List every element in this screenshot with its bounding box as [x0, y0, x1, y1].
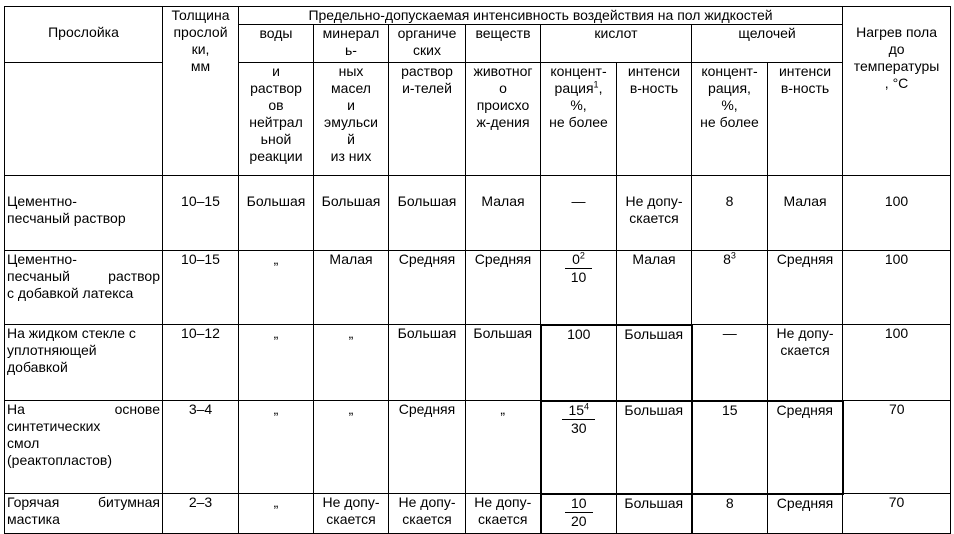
footnote-mark: 4: [584, 400, 590, 411]
cell-alk-int: [768, 325, 843, 401]
cell-thickness: 10–15: [163, 176, 239, 251]
cell-mineral-line: Не допу-: [322, 494, 380, 510]
fraction-numerator: 10: [565, 495, 593, 513]
cell-alk-conc: 8: [692, 176, 768, 251]
header-group-title: Предельно-допускаемая интенсивность воздействия на пол жидкостей: [239, 7, 843, 25]
header-acid-int-line: в-ность: [629, 80, 679, 96]
header-water-line: и: [272, 63, 280, 79]
cell-layer-line: мастика: [7, 511, 60, 527]
header-mineral-line: из них: [330, 148, 372, 164]
fraction-numerator: [562, 402, 595, 420]
cell-mineral: [314, 494, 389, 534]
cell-organic: [389, 494, 466, 534]
header-water-line: ов: [268, 97, 284, 113]
cell-layer-line: На жидком стекле с: [7, 325, 136, 341]
cell-animal: Малая: [466, 176, 541, 251]
cell-animal: „: [466, 401, 541, 494]
cell-thickness: 3–4: [163, 401, 239, 494]
table-row: [5, 325, 951, 401]
cell-layer-line: Цементно-: [7, 193, 77, 209]
cell-animal: [466, 494, 541, 534]
cell-animal-line: скается: [478, 511, 528, 527]
cell-layer: [5, 494, 163, 534]
header-water-line: ьной: [260, 131, 292, 147]
floor-layer-table: [4, 6, 951, 534]
header-thickness: [163, 7, 239, 176]
cell-water: „: [239, 325, 314, 401]
header-alk-int-line: интенси: [778, 63, 832, 79]
header-water-top: [239, 25, 314, 63]
header-heat-line: до: [888, 41, 905, 57]
header-acid-conc: [541, 63, 617, 176]
header-water-line: воды: [259, 25, 293, 41]
cell-layer-line: песчаный раствор: [7, 268, 160, 284]
cell-heat: 100: [843, 325, 951, 401]
table-row: [5, 176, 951, 251]
fraction-denominator: 30: [570, 419, 587, 436]
cell-layer: [5, 401, 163, 494]
header-alk-conc-line: %,: [721, 97, 738, 113]
cell-alk-int: Средняя: [768, 251, 843, 325]
cell-alk-int-line: Не допу-: [776, 325, 834, 341]
header-mineral-line: масел: [331, 80, 371, 96]
header-acid-int: [617, 63, 692, 176]
numerator-value: 15: [568, 401, 585, 418]
cell-animal: Большая: [466, 325, 541, 401]
cell-acid-int: Большая: [617, 325, 692, 401]
cell-layer: [5, 251, 163, 325]
header-animal-line: о: [499, 80, 507, 96]
header-mineral-line: эмульси: [324, 114, 378, 130]
cell-alk-conc: 15: [692, 401, 768, 494]
cell-alk-conc: 8: [692, 494, 768, 534]
cell-mineral-line: скается: [326, 511, 376, 527]
header-animal-line: происхо: [476, 97, 530, 113]
header-thickness-line: ки,: [191, 41, 210, 57]
header-alk-int-line: в-ность: [780, 80, 830, 96]
cell-alk-int: Средняя: [768, 494, 843, 534]
fraction-denominator: 20: [570, 512, 587, 529]
numerator-value: 0: [572, 251, 580, 267]
table-row: [5, 401, 951, 494]
header-organic-bottom: [389, 63, 466, 176]
cell-thickness: 10–15: [163, 251, 239, 325]
fraction: [565, 251, 593, 286]
table-row: [5, 251, 951, 325]
cell-alk-conc: —: [692, 325, 768, 401]
cell-acid-int: Большая: [617, 494, 692, 534]
cell-mineral: Малая: [314, 251, 389, 325]
header-animal-line: веществ: [475, 25, 531, 41]
header-acid-conc-line: рация$^1$,: [554, 79, 603, 96]
cell-layer-line: Цементно-: [7, 251, 77, 267]
cell-acid-conc: 100: [541, 325, 617, 401]
header-mineral-line: и: [347, 97, 355, 113]
cell-alk-int-line: скается: [780, 342, 830, 358]
header-layer-blank: [5, 63, 163, 176]
header-heat-line: Нагрев пола: [856, 24, 937, 40]
header-animal-bottom: [466, 63, 541, 176]
header-heat-line: температуры: [853, 58, 940, 74]
cell-acid-conc: [541, 401, 617, 494]
cell-acid-conc: —: [541, 176, 617, 251]
fraction-numerator: [565, 251, 593, 269]
cell-layer-line: уплотняющей: [7, 342, 97, 358]
header-mineral-line: ных: [338, 63, 364, 79]
header-organic-line: раствор: [401, 63, 453, 79]
header-acid-conc-line: не более: [549, 114, 608, 130]
cell-animal-line: Не допу-: [474, 494, 532, 510]
header-alkali: щелочей: [692, 25, 843, 63]
table-row: [5, 494, 951, 534]
header-water-line: реакции: [249, 148, 303, 164]
cell-acid-conc: [541, 494, 617, 534]
cell-organic: Средняя: [389, 401, 466, 494]
cell-organic-line: скается: [402, 511, 452, 527]
fraction: [562, 402, 595, 437]
cell-layer-line: На основе: [7, 401, 160, 417]
cell-layer-line: Горячая битумная: [7, 494, 160, 510]
cell-animal: Средняя: [466, 251, 541, 325]
header-organic-top: [389, 25, 466, 63]
cell-layer-line: добавкой: [7, 359, 68, 375]
cell-layer: [5, 176, 163, 251]
header-alk-conc-line: концент-: [701, 63, 758, 79]
cell-organic: Большая: [389, 325, 466, 401]
document-page: [4, 6, 950, 534]
header-alk-conc-line: не более: [700, 114, 759, 130]
header-acid-conc-line: концент-: [550, 63, 607, 79]
cell-heat: 70: [843, 494, 951, 534]
header-acid-conc-line: %,: [570, 97, 587, 113]
header-thickness-line: мм: [190, 58, 211, 74]
footnote-mark: 1: [593, 79, 599, 90]
cell-heat: 100: [843, 251, 951, 325]
header-organic-line: и-телей: [402, 80, 452, 96]
cell-organic-line: Не допу-: [398, 494, 456, 510]
cell-water: „: [239, 401, 314, 494]
cell-organic: Средняя: [389, 251, 466, 325]
header-water-line: нейтрал: [249, 114, 303, 130]
cell-layer-line: песчаный раствор: [7, 210, 126, 226]
header-organic-line: органиче: [397, 25, 457, 41]
cell-heat: 70: [843, 401, 951, 494]
footnote-mark: 2: [579, 250, 585, 261]
fraction: [565, 495, 593, 530]
cell-thickness: 10–12: [163, 325, 239, 401]
cell-layer-line: смол: [7, 435, 40, 451]
cell-acid-int: [617, 176, 692, 251]
header-animal-line: ж-дения: [476, 114, 530, 130]
header-mineral-line: ь-: [345, 42, 357, 58]
cell-layer-line: (реактопластов): [7, 452, 113, 468]
cell-mineral: „: [314, 325, 389, 401]
header-mineral-bottom: [314, 63, 389, 176]
header-mineral-line: минерал: [322, 25, 380, 41]
cell-mineral: Большая: [314, 176, 389, 251]
header-layer: [5, 7, 163, 63]
footnote-mark: 3: [730, 250, 736, 261]
cell-acid-int: Большая: [617, 401, 692, 494]
cell-acid-int-line: Не допу-: [625, 193, 683, 209]
cell-layer-line: синтетических: [7, 418, 101, 434]
header-alk-int: [768, 63, 843, 176]
header-acids: кислот: [541, 25, 692, 63]
header-animal-top: [466, 25, 541, 63]
header-organic-line: ских: [413, 42, 441, 58]
fraction-denominator: 10: [570, 269, 587, 285]
header-heat-line: , °C: [884, 75, 909, 91]
header-acid-conc-word: рация: [554, 80, 594, 96]
cell-acid-conc: [541, 251, 617, 325]
cell-acid-int: Малая: [617, 251, 692, 325]
cell-water: „: [239, 494, 314, 534]
header-alk-conc: [692, 63, 768, 176]
header-animal-line: животног: [473, 63, 533, 79]
cell-thickness: 2–3: [163, 494, 239, 534]
cell-water: „: [239, 251, 314, 325]
header-thickness-line: Толщина: [171, 7, 230, 23]
header-acid-int-line: интенси: [627, 63, 681, 79]
cell-alk-int: Малая: [768, 176, 843, 251]
header-mineral-top: [314, 25, 389, 63]
cell-acid-int-line: скается: [629, 210, 679, 226]
header-thickness-line: прослой: [173, 24, 228, 40]
header-layer-label: Прослойка: [48, 24, 119, 40]
header-alk-conc-line: рация,: [708, 80, 751, 96]
cell-heat: 100: [843, 176, 951, 251]
cell-alk-int: Средняя: [768, 401, 843, 494]
header-water-line: раствор: [250, 80, 302, 96]
cell-organic: Большая: [389, 176, 466, 251]
cell-layer-line: с добавкой латекса: [7, 285, 134, 301]
alk-conc-value: 8: [723, 251, 731, 267]
cell-water: Большая: [239, 176, 314, 251]
header-mineral-line: й: [347, 131, 355, 147]
cell-mineral: „: [314, 401, 389, 494]
header-water-bottom: [239, 63, 314, 176]
cell-layer: [5, 325, 163, 401]
header-heat: [843, 7, 951, 176]
cell-alk-conc: [692, 251, 768, 325]
